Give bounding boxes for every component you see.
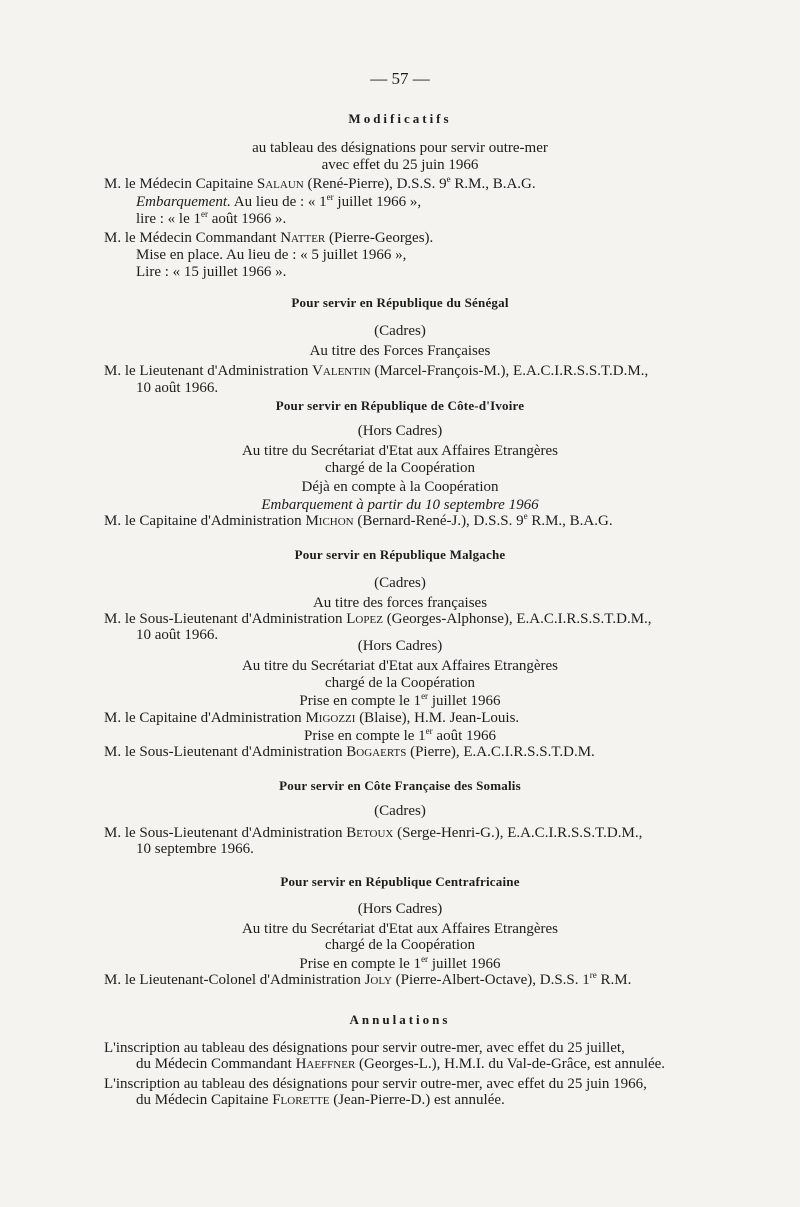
annulation-2-line-2 <box>136 1091 505 1109</box>
entry-text: M. le Lieutenant d'Administration <box>104 363 313 379</box>
entry-text: M. le Médecin Capitaine <box>104 176 257 192</box>
centrafricaine-titre-1: Au titre du Secrétariat d'Etat aux Affaires Etrangères <box>241 921 559 937</box>
centrafricaine-titre-2: chargé de la Coopération <box>324 937 476 953</box>
senegal-titre: Au titre des Forces Françaises <box>309 343 491 359</box>
person-name: Haeffner <box>295 1056 356 1072</box>
cote-ivoire-deja: Déjà en compte à la Coopération <box>301 479 499 495</box>
centrafricaine-heading: Pour servir en République Centrafricaine <box>280 874 520 889</box>
person-name: Betoux <box>346 825 394 841</box>
entry-text: (Serge-Henri-G.), E.A.C.I.R.S.S.T.D.M., <box>393 825 643 841</box>
senegal-entry-1-line-2: 10 août 1966. <box>136 380 219 396</box>
prise-text: Prise en compte le 1er août 1966 <box>304 726 496 744</box>
entry-text: (Georges-Alphonse), E.A.C.I.R.S.S.T.D.M., <box>382 611 652 627</box>
person-name: Michon <box>305 513 354 529</box>
person-name: Lopez <box>346 611 383 627</box>
malgache-titre-2: chargé de la Coopération <box>324 675 476 691</box>
malgache-entry-2 <box>104 709 519 727</box>
cote-ivoire-embarquement: Embarquement à partir du 10 septembre 1966 <box>261 497 539 513</box>
person-name: Natter <box>280 230 326 246</box>
person-name: Salaun <box>256 176 304 192</box>
entry-text: (Marcel-François-M.), E.A.C.I.R.S.S.T.D.M., <box>370 363 649 379</box>
modificatifs-entry-1-line-2 <box>136 193 421 211</box>
entry-text: du Médecin Commandant <box>136 1056 296 1072</box>
malgache-heading: Pour servir en République Malgache <box>294 547 506 562</box>
annulation-2-line-1: L'inscription au tableau des désignations pour servir outre-mer, avec effet du 25 juin 1966, <box>104 1076 647 1092</box>
entry-text: du Médecin Capitaine <box>136 1092 273 1108</box>
prise-text: Prise en compte le 1er juillet 1966 <box>299 954 501 972</box>
somalis-entry-1-line-2: 10 septembre 1966. <box>136 841 254 857</box>
senegal-heading: Pour servir en République du Sénégal <box>291 295 509 310</box>
annulation-1-line-1: L'inscription au tableau des désignations pour servir outre-mer, avec effet du 25 juillet, <box>104 1040 625 1056</box>
modificatifs-entry-2-line-3: Lire : « 15 juillet 1966 ». <box>136 264 287 280</box>
prise-text: Prise en compte le 1er juillet 1966 <box>299 691 501 709</box>
entry-text: M. le Capitaine d'Administration <box>104 710 306 726</box>
person-name: Migozzi <box>305 710 356 726</box>
cote-ivoire-titre-2: chargé de la Coopération <box>324 460 476 476</box>
annulation-1-line-2 <box>136 1055 665 1073</box>
person-name: Valentin <box>312 363 371 379</box>
cote-ivoire-entry-1 <box>104 512 613 530</box>
modificatifs-entry-1-line-3: lire : « le 1er août 1966 ». <box>136 209 287 227</box>
cote-ivoire-titre-1: Au titre du Secrétariat d'Etat aux Affaires Etrangères <box>241 443 559 459</box>
malgache-prise-1 <box>0 692 800 710</box>
entry-text: (Pierre-Albert-Octave), D.S.S. 1re R.M. <box>391 970 632 988</box>
cote-ivoire-heading: Pour servir en République de Côte-d'Ivoire <box>275 398 525 413</box>
entry-text: (Georges-L.), H.M.I. du Val-de-Grâce, est annulée. <box>355 1056 666 1072</box>
entry-text: (Jean-Pierre-D.) est annulée. <box>329 1092 505 1108</box>
entry-text: M. le Lieutenant-Colonel d'Administration <box>104 972 365 988</box>
modificatifs-intro-1: au tableau des désignations pour servir outre-mer <box>252 140 548 156</box>
malgache-cadres: (Cadres) <box>374 575 426 591</box>
entry-text: (Blaise), H.M. Jean-Louis. <box>355 710 520 726</box>
malgache-entry-1-line-2: 10 août 1966. <box>136 627 219 643</box>
modificatifs-intro-2: avec effet du 25 juin 1966 <box>321 157 479 173</box>
somalis-heading: Pour servir en Côte Française des Somalis <box>279 778 521 793</box>
cote-ivoire-cadres: (Hors Cadres) <box>357 423 443 439</box>
page-number: — 57 — <box>370 69 430 88</box>
entry-text: Au lieu de : « 1er juillet 1966 », <box>230 192 422 210</box>
malgache-titre-1: Au titre du Secrétariat d'Etat aux Affaires Etrangères <box>241 658 559 674</box>
modificatifs-entry-2-line-2: Mise en place. Au lieu de : « 5 juillet 1966 », <box>136 247 407 263</box>
malgache-hors-cadres: (Hors Cadres) <box>357 638 443 654</box>
person-name: Florette <box>272 1092 330 1108</box>
modificatifs-heading: Modificatifs <box>348 111 452 126</box>
entry-text: M. le Sous-Lieutenant d'Administration <box>104 744 347 760</box>
centrafricaine-entry-1 <box>104 971 631 989</box>
malgache-entry-3 <box>104 743 595 761</box>
entry-text: M. le Sous-Lieutenant d'Administration <box>104 825 347 841</box>
malgache-titre: Au titre des forces françaises <box>312 595 488 611</box>
entry-text: (Bernard-René-J.), D.S.S. 9e R.M., B.A.G. <box>353 511 613 529</box>
entry-text: (Pierre), E.A.C.I.R.S.S.T.D.M. <box>406 744 595 760</box>
entry-text: M. le Sous-Lieutenant d'Administration <box>104 611 347 627</box>
senegal-entry-1 <box>104 362 648 380</box>
entry-text: M. le Capitaine d'Administration <box>104 513 306 529</box>
person-name: Bogaerts <box>346 744 407 760</box>
somalis-cadres: (Cadres) <box>374 803 426 819</box>
modificatifs-entry-2 <box>104 229 433 247</box>
centrafricaine-cadres: (Hors Cadres) <box>357 901 443 917</box>
modificatifs-entry-1 <box>104 175 536 193</box>
entry-text: (Pierre-Georges). <box>325 230 434 246</box>
senegal-cadres: (Cadres) <box>374 323 426 339</box>
entry-text: M. le Médecin Commandant <box>104 230 281 246</box>
entry-text: (René-Pierre), D.S.S. 9e R.M., B.A.G. <box>303 174 536 192</box>
annulations-heading: Annulations <box>349 1012 451 1027</box>
person-name: Joly <box>364 972 392 988</box>
entry-italic: Embarquement. <box>136 194 231 210</box>
